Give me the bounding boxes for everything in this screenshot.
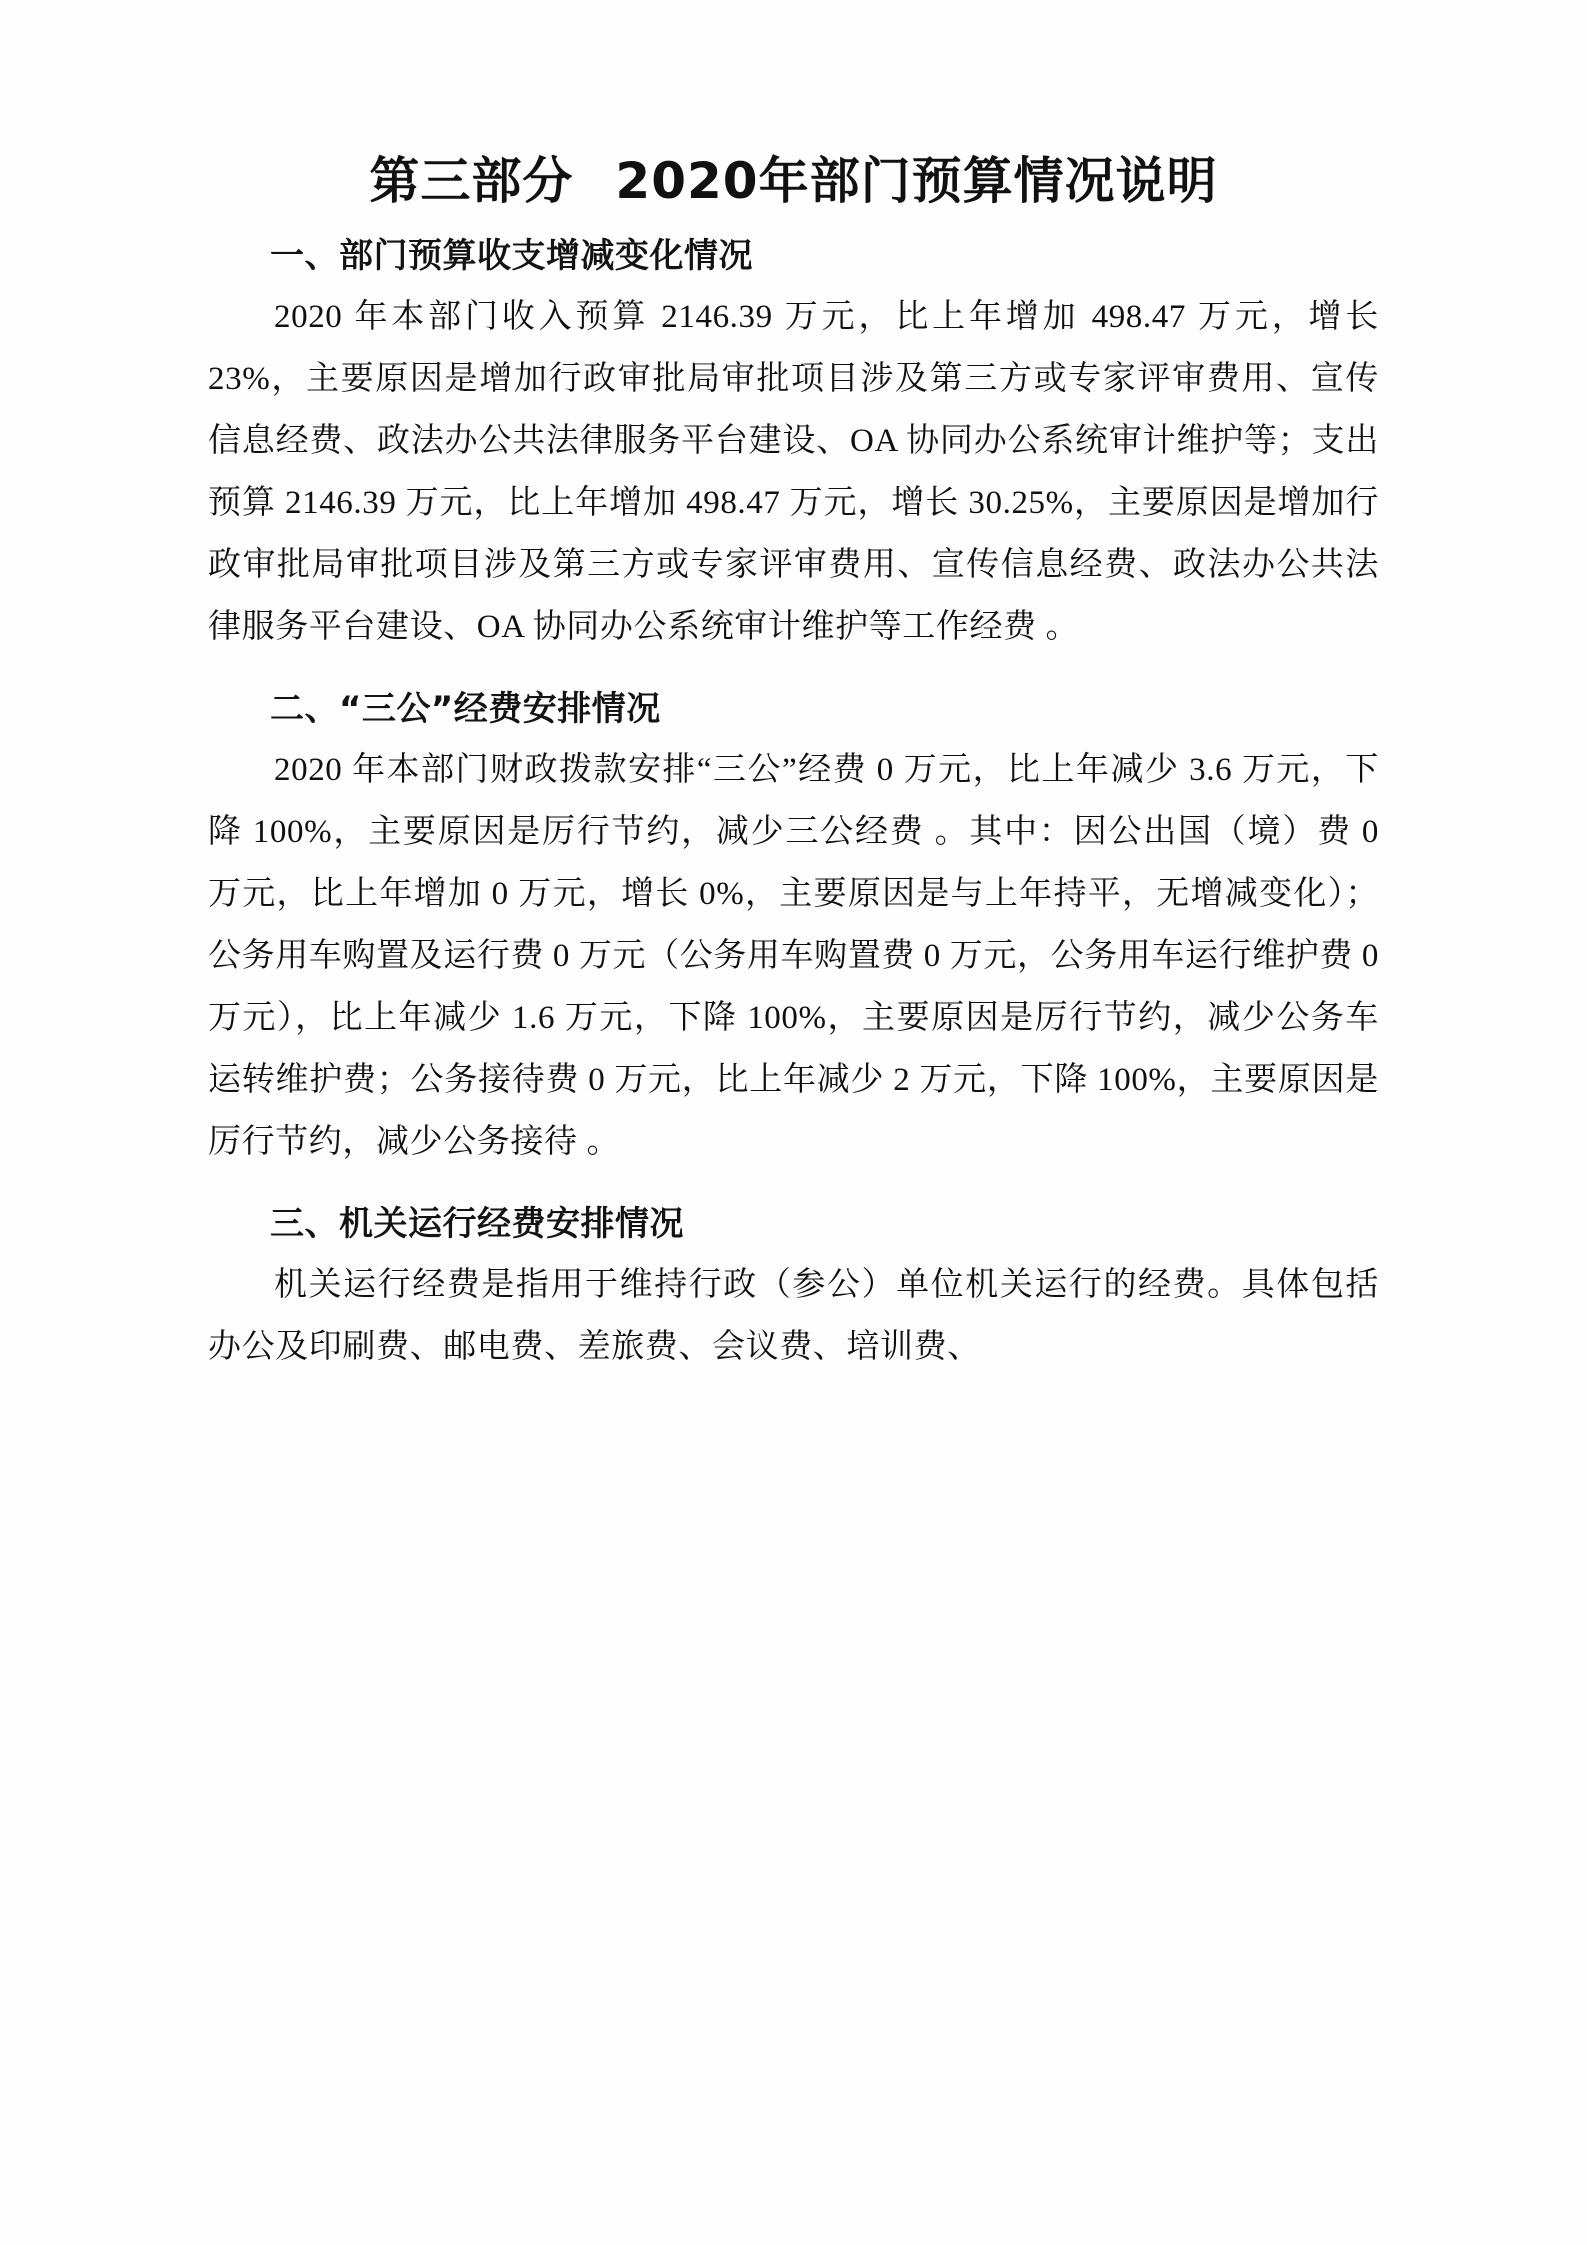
section-heading-1: 一、部门预算收支增减变化情况 (270, 235, 753, 276)
section-heading-2: 二、“三公”经费安排情况 (270, 688, 661, 729)
section-1-paragraph-1: 2020 年本部门收入预算 2146.39 万元，比上年增加 498.47 万元，增长 23%，主要原因是增加行政审批局审批项目涉及第三方或专家评审费用、宣传信息经费、政法办公共法律服务平台建设、OA 协同办公系统审计维护等；支出预算 2146.39 万元，比上年增加 498.47 万元，增长 30.25%，主要原因是增加行政审批局审批项目涉及第三方或专家评审费用、宣传信息经费、政法办公共法律服务平台建设、OA 协同办公系统审计维护等工作经费 。 (208, 298, 1379, 645)
page-title-main: 2020年部门预算情况说明 (615, 152, 1218, 210)
page-title (208, 150, 1379, 213)
section-2-paragraph-1: 2020 年本部门财政拨款安排“三公”经费 0 万元，比上年减少 3.6 万元，下降 100%，主要原因是厉行节约，减少三公经费 。其中：因公出国（境）费 0 万元，比上年增加 0 万元，增长 0%，主要原因是与上年持平，无增减变化）；公务用车购置及运行费 0 万元（公务用车购置费 0 万元，公务用车运行维护费 0 万元），比上年减少 1.6 万元，下降 100%，主要原因是厉行节约，减少公务车运转维护费；公务接待费 0 万元，比上年减少 2 万元，下降 100%，主要原因是厉行节约，减少公务接待 。 (208, 751, 1379, 1160)
page-title-part: 第三部分 (369, 152, 574, 210)
section-spacer-2 (208, 1175, 1379, 1185)
section-heading-3: 三、机关运行经费安排情况 (270, 1203, 684, 1244)
section-spacer (208, 660, 1379, 670)
section-3-paragraph-1: 机关运行经费是指用于维持行政（参公）单位机关运行的经费。具体包括办公及印刷费、邮电费、差旅费、会议费、培训费、 (208, 1266, 1379, 1365)
